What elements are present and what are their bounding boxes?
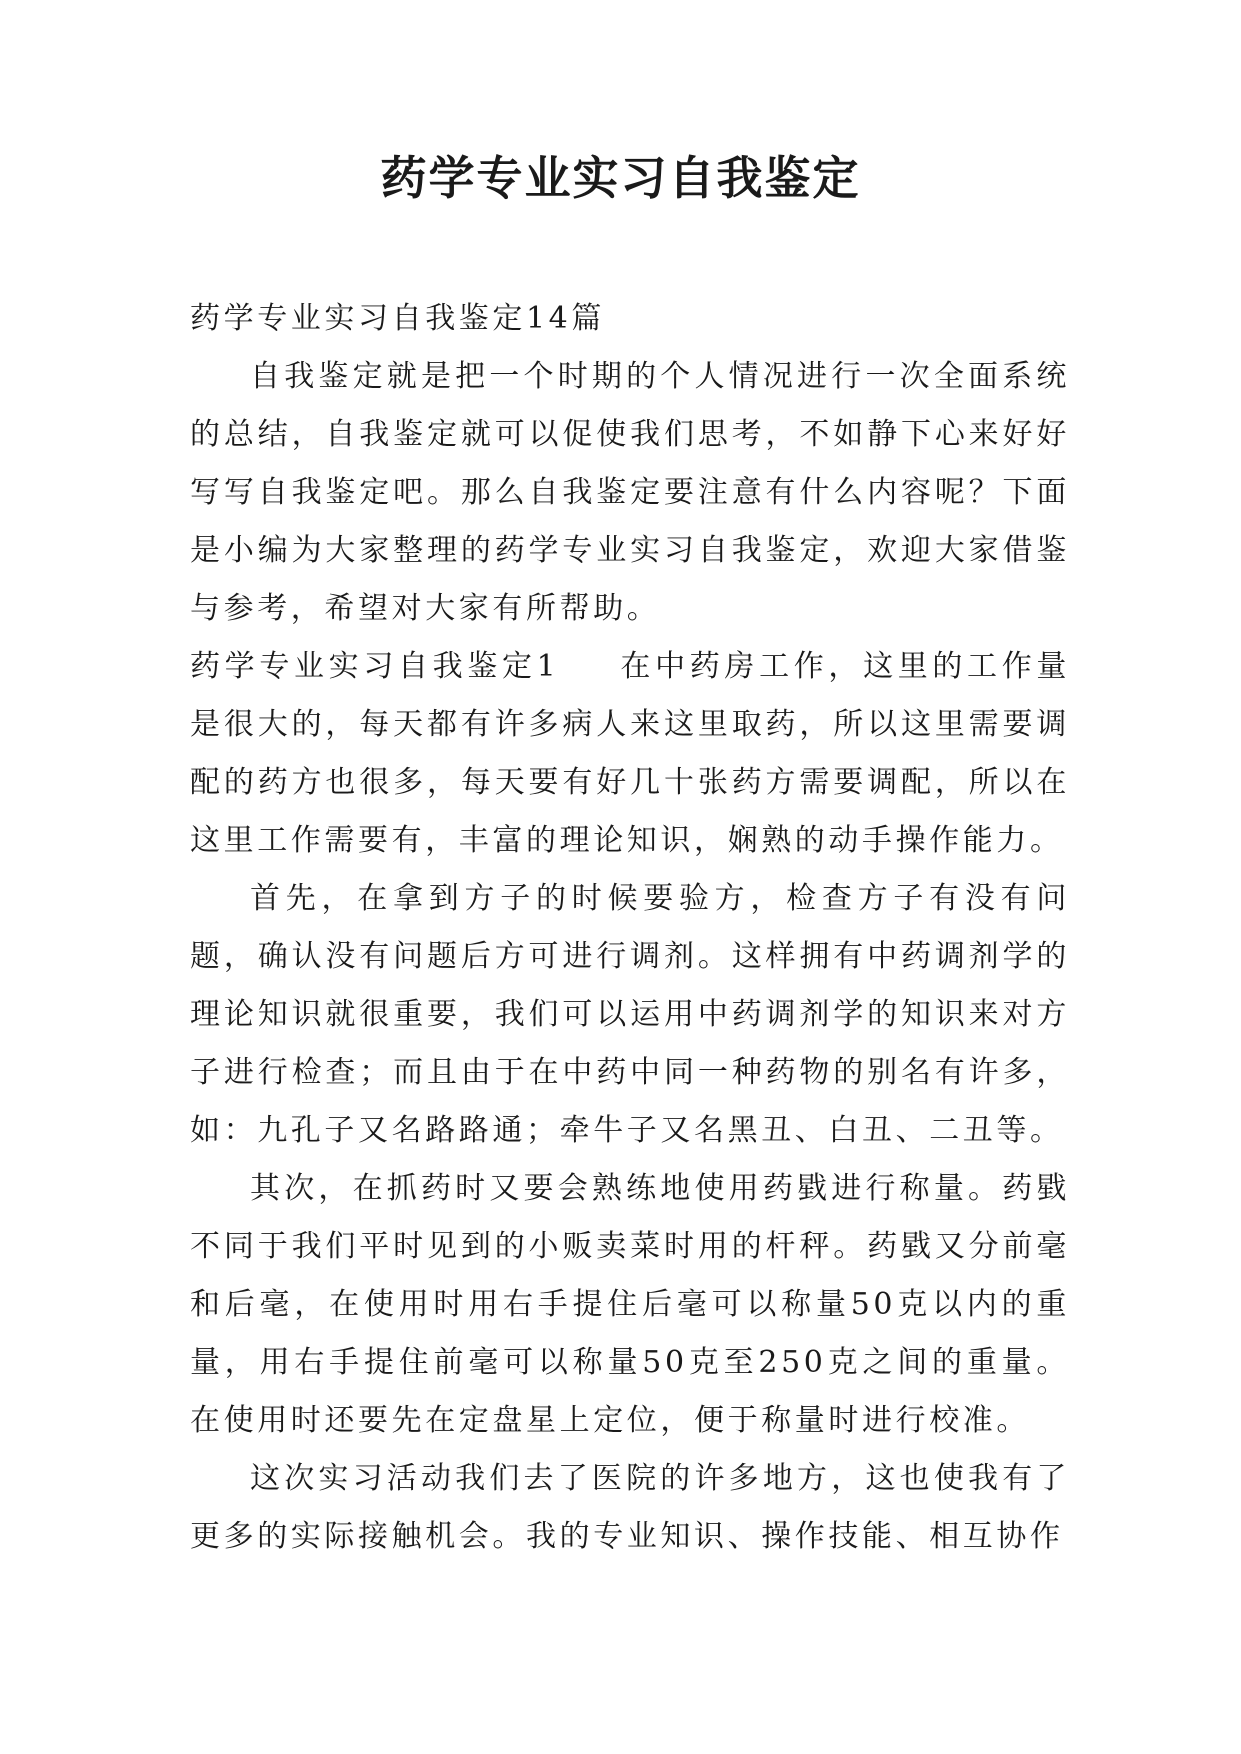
document-body	[190, 290, 1070, 1566]
document-subtitle: 药学专业实习自我鉴定14篇	[190, 301, 605, 336]
body-paragraph-3: 这次实习活动我们去了医院的许多地方，这也使我有了更多的实际接触机会。我的专业知识、操作技能、相互协作	[190, 1461, 1070, 1554]
body-paragraph-1: 首先，在拿到方子的时候要验方，检查方子有没有问题，确认没有问题后方可进行调剂。这样拥有中药调剂学的理论知识就很重要，我们可以运用中药调剂学的知识来对方子进行检查；而且由于在中药中同一种药物的别名有许多，如：九孔子又名路路通；牵牛子又名黑丑、白丑、二丑等。	[190, 881, 1070, 1148]
section-1-paragraph	[190, 638, 1070, 870]
section-1-text: 在中药房工作，这里的工作量是很大的，每天都有许多病人来这里取药，所以这里需要调配的药方也很多，每天要有好几十张药方需要调配，所以在这里工作需要有，丰富的理论知识，娴熟的动手操作能力。	[190, 649, 1070, 858]
body-paragraph-2: 其次，在抓药时又要会熟练地使用药戥进行称量。药戥不同于我们平时见到的小贩卖菜时用的杆秤。药戥又分前毫和后毫，在使用时用右手提住后毫可以称量50克以内的重量，用右手提住前毫可以称量50克至250克之间的重量。在使用时还要先在定盘星上定位，便于称量时进行校准。	[190, 1171, 1070, 1438]
document-title: 药学专业实习自我鉴定	[380, 151, 861, 205]
intro-paragraph: 自我鉴定就是把一个时期的个人情况进行一次全面系统的总结，自我鉴定就可以促使我们思考，不如静下心来好好写写自我鉴定吧。那么自我鉴定要注意有什么内容呢？下面是小编为大家整理的药学专业实习自我鉴定，欢迎大家借鉴与参考，希望对大家有所帮助。	[190, 359, 1070, 626]
section-1-heading: 药学专业实习自我鉴定1	[190, 649, 560, 684]
